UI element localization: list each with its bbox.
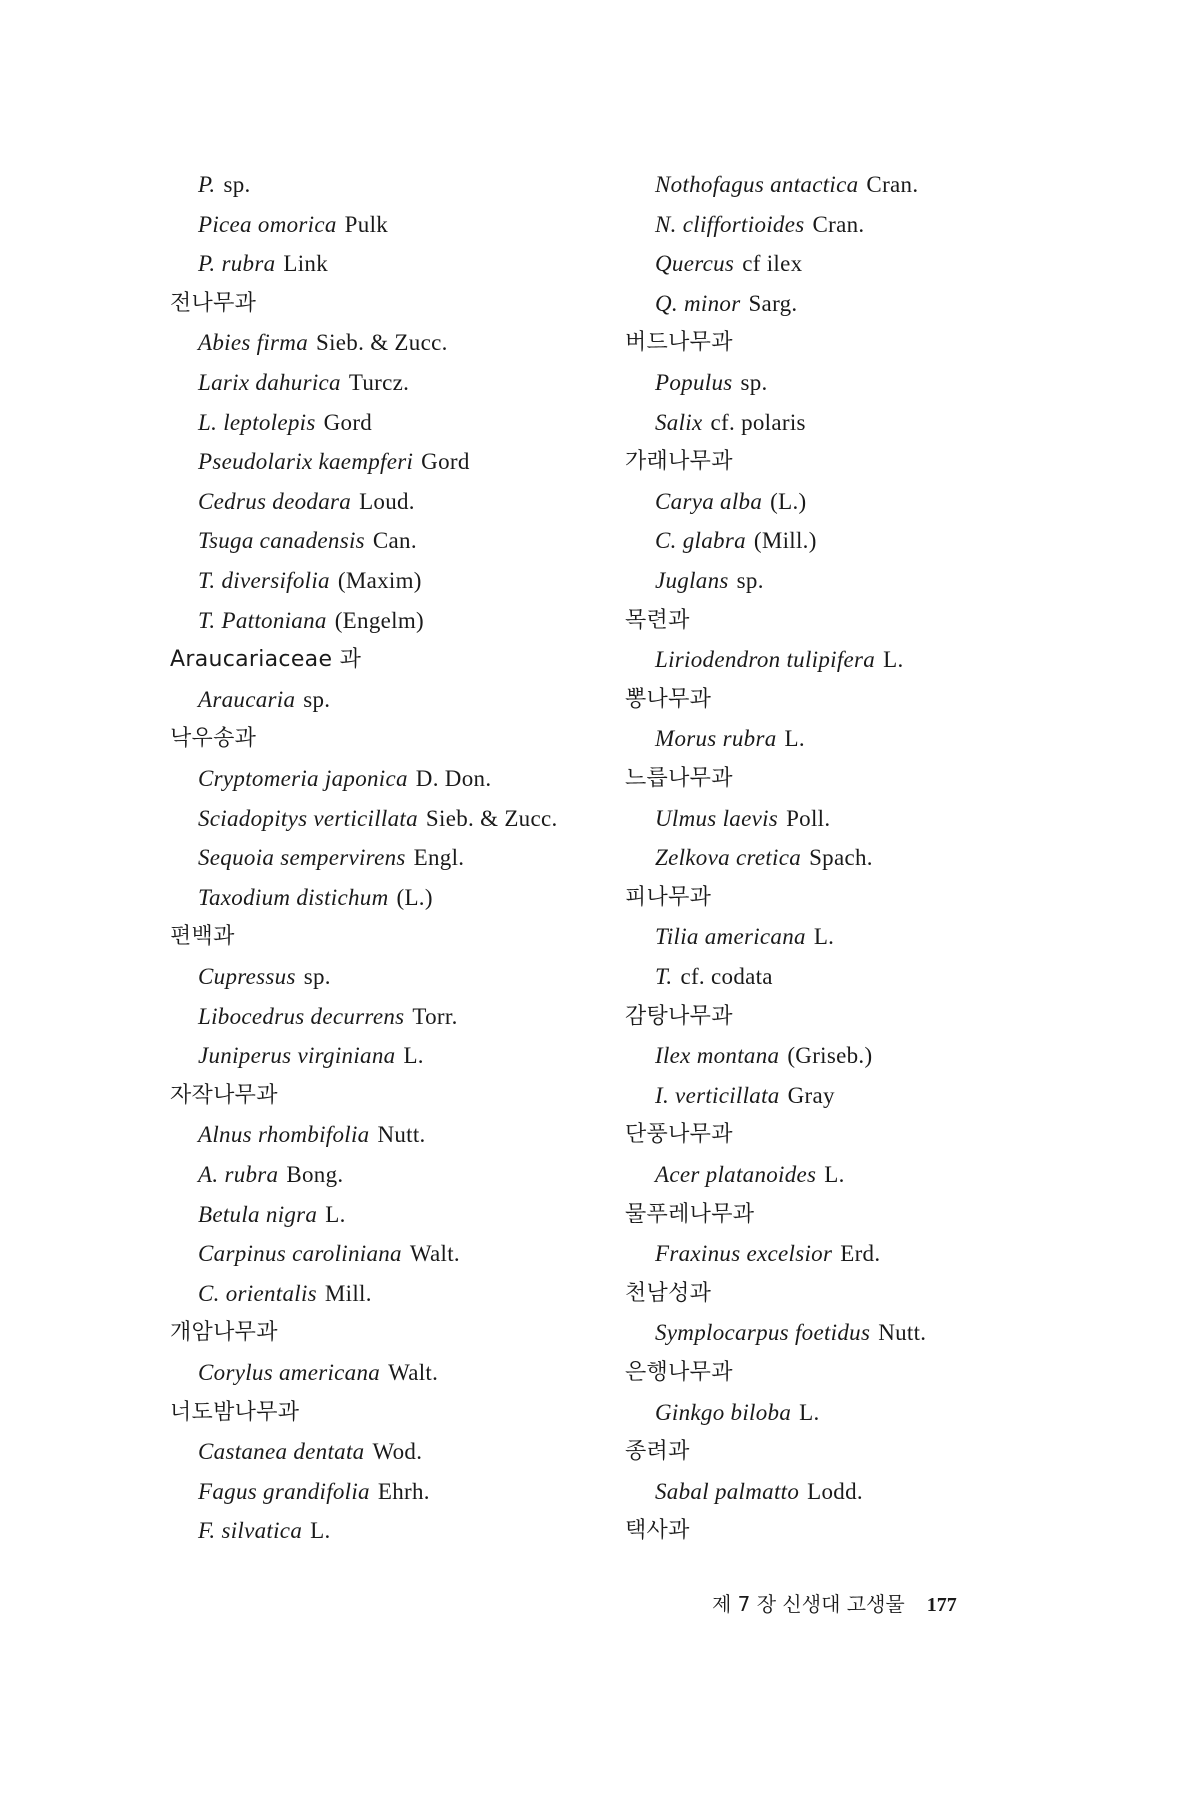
species-entry [170, 487, 415, 517]
species-name: Picea omorica [198, 211, 337, 237]
species-name: Ulmus laevis [655, 805, 779, 831]
species-author: sp. [303, 964, 331, 989]
species-name: Sciadopitys verticillata [198, 805, 418, 831]
species-entry [625, 1318, 926, 1348]
species-name: Juniperus virginiana [198, 1043, 396, 1069]
species-author: Poll. [786, 805, 831, 831]
species-entry [170, 1120, 426, 1150]
species-entry [170, 1239, 460, 1269]
species-name: Cedrus deodara [198, 488, 352, 514]
species-author: L. [799, 1399, 820, 1425]
species-author: Sieb. & Zucc. [425, 805, 558, 831]
species-entry [170, 526, 417, 556]
species-entry [625, 1398, 820, 1428]
species-author: Walt. [388, 1360, 439, 1385]
species-name: Symplocarpus foetidus [655, 1320, 871, 1346]
species-entry [170, 1516, 331, 1546]
species-name: Castanea dentata [198, 1439, 365, 1465]
species-author: Torr. [412, 1003, 458, 1029]
species-name: Ginkgo biloba [655, 1399, 792, 1425]
species-name: Libocedrus decurrens [198, 1003, 405, 1029]
family-heading: 물푸레나무과 [625, 1201, 755, 1227]
species-name: F. silvatica [198, 1518, 303, 1544]
species-name: Betula nigra [198, 1201, 318, 1227]
species-entry [170, 328, 448, 358]
species-entry [170, 1437, 422, 1467]
species-entry [170, 606, 424, 636]
species-author: L. [883, 647, 904, 673]
species-name: C. glabra [655, 528, 746, 554]
species-name: Nothofagus antactica [655, 172, 859, 197]
species-name: Larix dahurica [198, 370, 341, 395]
family-heading: 뽕나무과 [625, 686, 712, 712]
species-author: Engl. [413, 845, 465, 871]
species-entry [170, 1160, 343, 1190]
species-entry [170, 1002, 458, 1032]
species-author: Pulk [344, 211, 389, 237]
species-author: Gord [421, 449, 470, 475]
species-entry [170, 249, 328, 279]
species-entry [625, 210, 864, 240]
species-name: T. [655, 964, 673, 989]
species-name: L. leptolepis [198, 409, 316, 435]
species-entry [625, 1041, 872, 1071]
species-author: (Griseb.) [787, 1043, 873, 1069]
species-author: cf. polaris [710, 409, 806, 435]
species-name: Cupressus [198, 964, 296, 989]
family-heading: 버드나무과 [625, 330, 733, 356]
species-entry [170, 1477, 430, 1507]
species-name: Juglans [655, 568, 729, 593]
species-author: Cran. [866, 172, 919, 197]
species-author: cf ilex [742, 251, 803, 277]
species-author: L. [310, 1518, 331, 1544]
species-entry [625, 1081, 835, 1111]
species-author: Gord [323, 409, 373, 435]
family-heading: Araucariaceae 과 [170, 647, 362, 673]
species-author: Wod. [372, 1439, 423, 1465]
species-name: Abies firma [198, 330, 308, 356]
species-author: (L.) [396, 884, 433, 910]
species-entry [625, 289, 797, 319]
family-heading: 전나무과 [170, 290, 257, 316]
species-name: Morus rubra [655, 726, 777, 752]
species-author: L. [325, 1201, 346, 1227]
species-name: N. cliffortioides [655, 211, 805, 237]
species-entry [625, 1239, 880, 1269]
species-entry [170, 368, 409, 398]
species-author: Erd. [840, 1241, 881, 1267]
species-entry [170, 566, 422, 596]
species-name: Tilia americana [655, 924, 806, 950]
species-author: cf. codata [680, 964, 773, 989]
species-author: Link [283, 251, 329, 277]
species-name: Acer platanoides [655, 1162, 817, 1187]
species-name: Carpinus caroliniana [198, 1241, 402, 1267]
species-entry [625, 1477, 863, 1507]
species-author: sp. [736, 568, 764, 593]
species-name: Corylus americana [198, 1360, 381, 1385]
species-entry [170, 447, 470, 477]
species-entry [625, 170, 918, 200]
species-name: P. rubra [198, 251, 276, 277]
family-heading: 너도밤나무과 [170, 1399, 300, 1425]
species-name: Taxodium distichum [198, 884, 389, 910]
species-entry [170, 843, 464, 873]
family-heading: 개암나무과 [170, 1320, 278, 1346]
species-name: Ilex montana [655, 1043, 780, 1069]
species-entry [625, 487, 806, 517]
species-author: Can. [372, 528, 417, 554]
species-entry [625, 843, 873, 873]
species-author: Ehrh. [377, 1478, 430, 1504]
species-entry [170, 804, 558, 834]
family-heading: 편백과 [170, 924, 235, 950]
species-name: Sequoia sempervirens [198, 845, 406, 871]
species-author: Gray [787, 1082, 835, 1108]
species-author: Loud. [359, 488, 415, 514]
species-entry [625, 645, 904, 675]
species-name: Sabal palmatto [655, 1478, 800, 1504]
species-name: A. rubra [198, 1162, 279, 1187]
species-author: (Mill.) [753, 528, 817, 554]
species-name: T. Pattoniana [198, 607, 327, 633]
species-author: sp. [223, 172, 251, 197]
family-heading: 자작나무과 [170, 1082, 278, 1108]
species-author: Cran. [812, 211, 865, 237]
species-entry [625, 1160, 845, 1190]
species-entry [170, 170, 251, 200]
species-entry [625, 368, 768, 398]
species-entry [170, 408, 372, 438]
family-heading: 감탕나무과 [625, 1003, 733, 1029]
species-author: D. Don. [415, 766, 492, 791]
family-heading: 택사과 [625, 1518, 690, 1544]
species-name: P. [198, 172, 216, 197]
species-entry [625, 724, 805, 754]
species-name: Liriodendron tulipifera [655, 647, 876, 673]
species-author: sp. [303, 686, 331, 712]
species-entry [625, 962, 773, 992]
species-author: Turcz. [348, 370, 410, 395]
species-author: sp. [740, 370, 768, 395]
species-author: Mill. [324, 1280, 372, 1306]
family-heading: 단풍나무과 [625, 1122, 733, 1148]
page-footer [712, 1591, 957, 1618]
species-entry [170, 1358, 438, 1388]
species-entry [625, 249, 802, 279]
species-name: T. diversifolia [198, 568, 330, 593]
species-name: Q. minor [655, 290, 741, 316]
species-entry [170, 1041, 424, 1071]
species-author: Bong. [286, 1162, 344, 1187]
species-name: Populus [655, 370, 733, 395]
species-name: Pseudolarix kaempferi [198, 449, 414, 475]
family-heading: 피나무과 [625, 884, 712, 910]
chapter-title: 제 7 장 신생대 고생물 [712, 1592, 905, 1616]
species-entry [625, 526, 817, 556]
species-entry [170, 1200, 346, 1230]
species-entry [170, 883, 433, 913]
species-entry [625, 566, 764, 596]
species-entry [170, 962, 331, 992]
species-author: Walt. [409, 1241, 460, 1267]
species-name: Tsuga canadensis [198, 528, 365, 554]
species-name: Fagus grandifolia [198, 1478, 370, 1504]
species-author: Sarg. [748, 290, 798, 316]
species-author: (Engelm) [334, 607, 424, 633]
family-heading: 느릅나무과 [625, 766, 733, 791]
family-heading: 은행나무과 [625, 1360, 733, 1385]
species-entry [625, 408, 806, 438]
species-name: Alnus rhombifolia [198, 1122, 370, 1148]
family-heading: 목련과 [625, 607, 690, 633]
species-author: Spach. [809, 845, 873, 871]
species-name: I. verticillata [655, 1082, 780, 1108]
family-heading: 가래나무과 [625, 449, 733, 475]
species-author: Nutt. [377, 1122, 426, 1148]
family-heading: 종려과 [625, 1439, 690, 1465]
family-heading: 낙우송과 [170, 726, 257, 752]
page-number: 177 [926, 1594, 957, 1616]
species-author: L. [824, 1162, 845, 1187]
species-author: L. [784, 726, 805, 752]
species-entry [170, 685, 330, 715]
species-name: C. orientalis [198, 1280, 317, 1306]
species-author: Nutt. [878, 1320, 927, 1346]
species-name: Zelkova cretica [655, 845, 802, 871]
species-name: Quercus [655, 251, 735, 277]
species-author: L. [813, 924, 835, 950]
species-author: L. [403, 1043, 424, 1069]
species-name: Salix [655, 409, 703, 435]
species-entry [625, 804, 830, 834]
species-name: Cryptomeria japonica [198, 766, 408, 791]
family-heading: 천남성과 [625, 1280, 712, 1306]
species-entry [170, 1279, 372, 1309]
species-author: Sieb. & Zucc. [316, 330, 448, 356]
species-name: Fraxinus excelsior [655, 1241, 833, 1267]
species-author: Lodd. [807, 1478, 863, 1504]
species-entry [170, 210, 388, 240]
species-entry [170, 764, 491, 794]
species-author: (L.) [770, 488, 807, 514]
species-entry [625, 922, 834, 952]
species-name: Carya alba [655, 488, 763, 514]
species-name: Araucaria [198, 686, 296, 712]
species-author: (Maxim) [337, 568, 422, 593]
